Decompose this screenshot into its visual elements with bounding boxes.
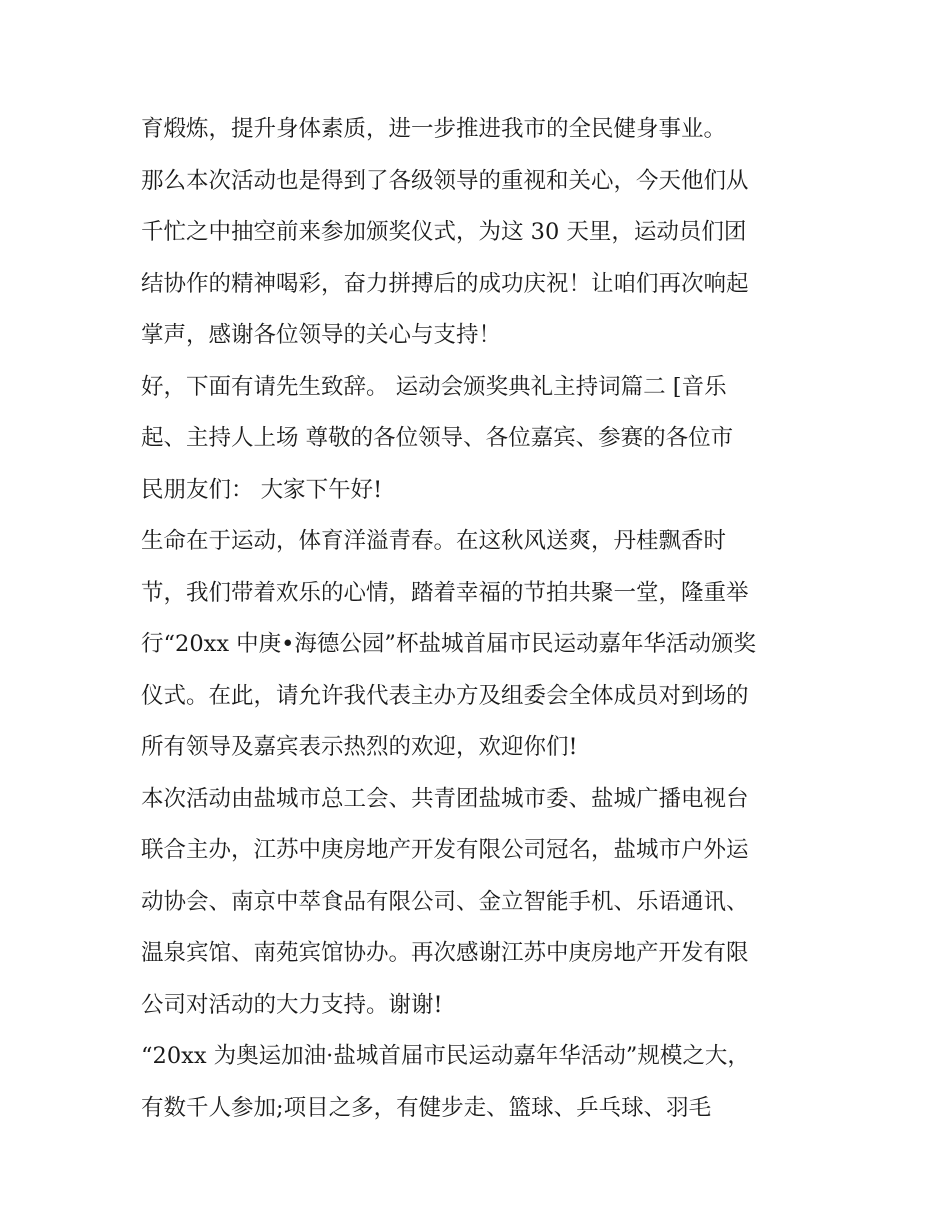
body-text	[141, 104, 831, 1134]
text-line: 节，我们带着欢乐的心情，踏着幸福的节拍共聚一堂，隆重举	[141, 579, 749, 606]
text-line: 温泉宾馆、南苑宾馆协办。再次感谢江苏中庚房地产开发有限	[141, 940, 749, 966]
text-line: 千忙之中抽空前来参加颁奖仪式，为这 30 天里，运动员们团	[141, 219, 747, 245]
text-line: 所有领导及嘉宾表示热烈的欢迎，欢迎你们!	[141, 734, 578, 760]
text-line: 结协作的精神喝彩，奋力拼搏后的成功庆祝！让咱们再次响起	[141, 270, 749, 297]
text-line: 好，下面有请先生致辞。 运动会颁奖典礼主持词篇二 [音乐	[141, 373, 727, 400]
text-line: 联合主办，江苏中庚房地产开发有限公司冠名，盐城市户外运	[141, 837, 749, 863]
text-line: 本次活动由盐城市总工会、共青团盐城市委、盐城广播电视台	[141, 785, 749, 812]
text-line: 育煅炼，提升身体素质，进一步推进我市的全民健身事业。	[141, 116, 727, 142]
text-line: 那么本次活动也是得到了各级领导的重视和关心，今天他们从	[141, 167, 749, 194]
text-line: “20xx 为奥运加油·盐城首届市民运动嘉年华活动”规模之大，	[141, 1043, 750, 1069]
text-line: 动协会、南京中萃食品有限公司、金立智能手机、乐语通讯、	[141, 888, 749, 915]
text-line: 有数千人参加;项目之多，有健步走、篮球、乒乓球、羽毛	[141, 1094, 712, 1121]
text-line: 行“20xx 中庚•海德公园”杯盐城首届市民运动嘉年华活动颁奖	[141, 631, 756, 657]
text-line: 掌声，感谢各位领导的关心与支持！	[141, 322, 502, 348]
text-line: 起、主持人上场 尊敬的各位领导、各位嘉宾、参赛的各位市	[141, 425, 734, 451]
text-line: 生命在于运动，体育洋溢青春。在这秋风送爽，丹桂飘香时	[141, 528, 727, 554]
text-line: 仪式。在此，请允许我代表主办方及组委会全体成员对到场的	[141, 682, 749, 709]
text-line: 公司对活动的大力支持。谢谢!	[141, 991, 443, 1018]
text-line: 民朋友们： 大家下午好!	[141, 476, 383, 503]
